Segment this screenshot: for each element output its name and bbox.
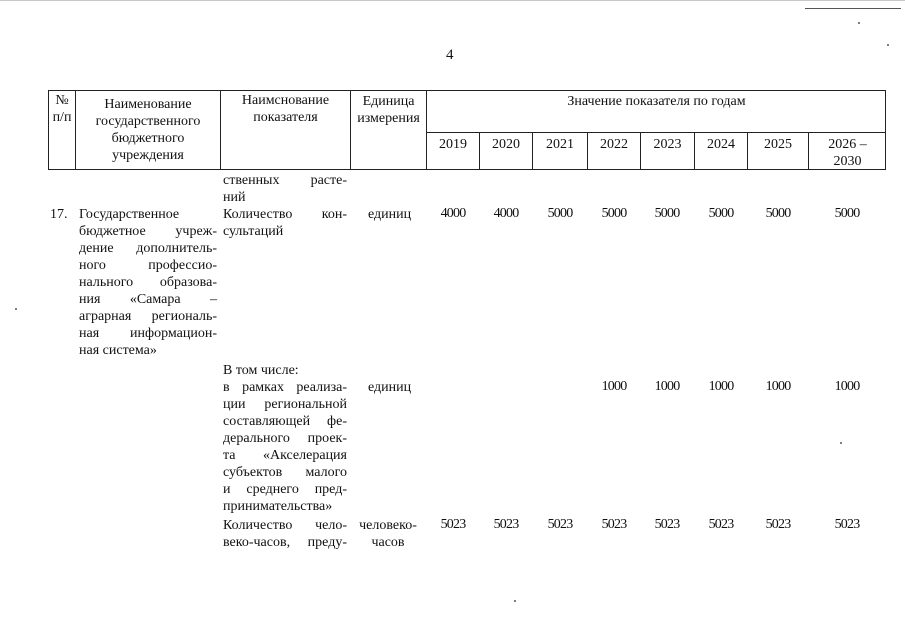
value-cell: 1000	[765, 379, 791, 394]
text-line: бюджетное учреж-	[79, 224, 217, 239]
value-cell: 5023	[601, 517, 627, 532]
value-cell: 5000	[654, 206, 680, 221]
unit: единиц	[368, 207, 412, 222]
text-line: та «Акселерация	[223, 448, 347, 463]
text-line: Количество кон-	[223, 207, 347, 222]
header-year: 2020	[492, 137, 520, 152]
header-year: 2022	[600, 137, 628, 152]
text-line: аграрная региональ-	[79, 309, 217, 324]
page-number: 4	[446, 47, 454, 63]
text-line: Количество чело-	[223, 518, 347, 533]
organization-name	[79, 206, 217, 359]
value-cell: 5000	[547, 206, 573, 221]
header-year: 2025	[764, 137, 792, 152]
text-line: Государственное	[79, 207, 180, 222]
text-line: дерального проек-	[223, 431, 347, 446]
text-line: и среднего пред-	[223, 482, 347, 497]
scan-speck	[514, 600, 516, 602]
header-text: измерения	[357, 111, 420, 126]
value-cell: 1000	[708, 379, 734, 394]
header-year: 2019	[439, 137, 467, 152]
value-cell: 1000	[601, 379, 627, 394]
header-divider	[426, 132, 886, 133]
header-indicator	[221, 92, 350, 126]
header-text: п/п	[52, 110, 72, 125]
header-text: показателя	[253, 110, 318, 125]
header-year: 2026 – 2030	[828, 137, 867, 169]
text-line: В том числе:	[223, 363, 299, 378]
value-cell: 5023	[834, 517, 860, 532]
header-text: Единица	[362, 94, 415, 109]
row-number: 17.	[50, 207, 68, 222]
continuation-indicator	[223, 172, 347, 206]
value-cell: 5023	[440, 517, 466, 532]
header-text: бюджетного	[111, 131, 185, 146]
page-top-right-line	[805, 8, 901, 9]
header-text: Наимснование	[241, 93, 330, 108]
text-line: ции региональной	[223, 397, 347, 412]
header-unit	[351, 93, 426, 127]
value-cell: 5023	[708, 517, 734, 532]
header-year: 2023	[653, 137, 682, 152]
header-text: №	[55, 93, 69, 108]
text-line: ния «Самара –	[79, 292, 217, 307]
text-line: в рамках реализа-	[223, 380, 347, 395]
text-line: субъектов малого	[223, 465, 347, 480]
text-line: ственных расте-	[223, 173, 347, 188]
text-line: сультаций	[223, 224, 284, 239]
value-cell: 5000	[601, 206, 627, 221]
text-line: человеко-	[359, 518, 417, 533]
text-line: ного профессио-	[79, 258, 217, 273]
value-cell: 5023	[493, 517, 519, 532]
value-cell: 5000	[834, 206, 860, 221]
scan-speck	[840, 442, 842, 444]
text-line: составляющей фе-	[223, 414, 347, 429]
header-number	[48, 92, 76, 126]
header-year: 2024	[707, 137, 735, 152]
scan-speck	[15, 308, 17, 310]
value-cell: 4000	[493, 206, 519, 221]
scan-speck	[887, 44, 889, 46]
text-line: дение дополнитель-	[79, 241, 217, 256]
unit	[355, 517, 421, 551]
value-cell: 5000	[765, 206, 791, 221]
value-cell: 1000	[834, 379, 860, 394]
text-line: нального образова-	[79, 275, 217, 290]
unit: единиц	[368, 380, 412, 395]
text-line: ная информацион-	[79, 326, 217, 341]
text-line: принимательства»	[223, 499, 333, 514]
value-cell: 5000	[708, 206, 734, 221]
page-top-edge	[0, 0, 905, 1]
header-text: учреждения	[112, 148, 184, 163]
header-text: государственного	[95, 114, 201, 129]
text-line: ний	[223, 190, 246, 205]
value-cell: 5023	[654, 517, 680, 532]
header-organization	[76, 96, 220, 164]
value-cell: 5023	[547, 517, 573, 532]
value-cell: 4000	[440, 206, 466, 221]
header-text: Наименование	[104, 97, 192, 112]
value-cell: 1000	[654, 379, 680, 394]
text-line: ная система»	[79, 343, 157, 358]
text-line: часов	[371, 535, 405, 550]
indicator-name	[223, 206, 347, 240]
header-values-title: Значение показателя по годам	[567, 94, 746, 109]
indicator-name	[223, 362, 347, 515]
scan-speck	[858, 22, 860, 24]
indicator-name	[223, 517, 347, 551]
header-year: 2021	[546, 137, 574, 152]
value-cell: 5023	[765, 517, 791, 532]
text-line: веко-часов, преду-	[223, 535, 347, 550]
